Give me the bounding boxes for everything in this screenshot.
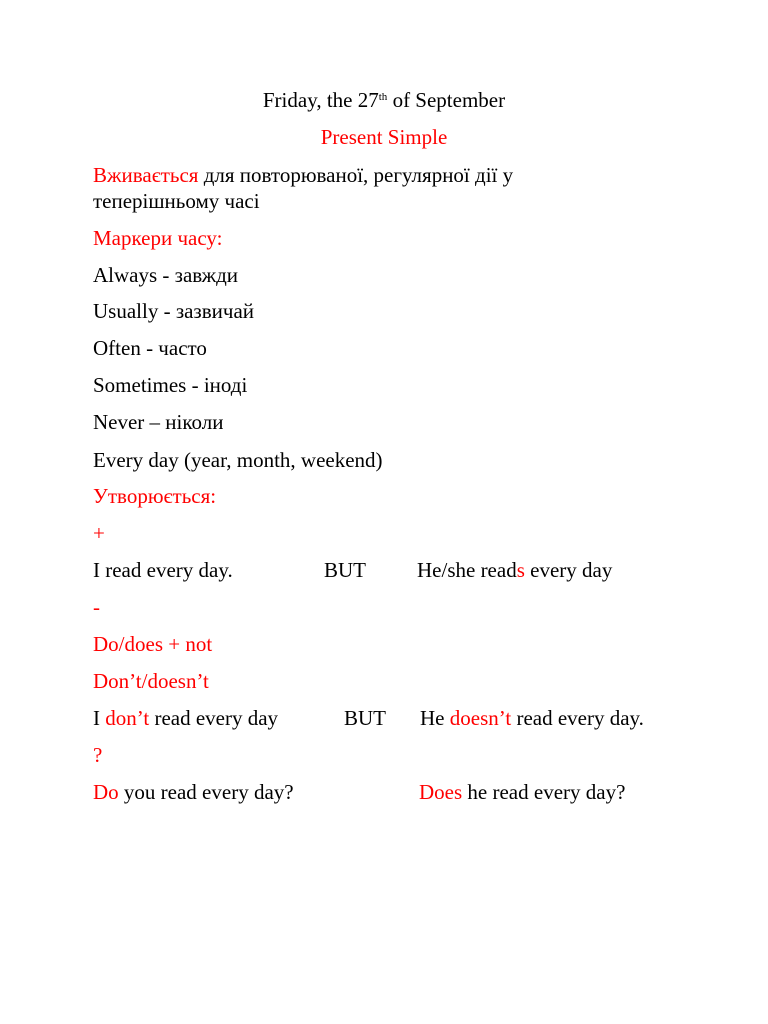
date-ordinal-suffix: th (378, 91, 388, 103)
markers-heading: Маркери часу: (93, 226, 223, 250)
negative-rule-2: Don’t/doesn’t (93, 669, 209, 693)
negative-dont: don’t (105, 706, 150, 730)
negative-example-1-subject: I (93, 706, 106, 730)
negative-example-1-rest: read every day (149, 706, 279, 730)
marker-usually: Usually - зазвичай (93, 299, 255, 323)
page-title: Present Simple (320, 125, 448, 149)
positive-example-2-rest: every day (524, 558, 613, 582)
negative-example-2-subject: He (420, 706, 450, 730)
positive-symbol: + (93, 521, 105, 545)
question-example-2-rest: he read every day? (462, 780, 626, 804)
marker-every-day: Every day (year, month, weekend) (93, 448, 383, 472)
negative-example-2-rest: read every day. (511, 706, 644, 730)
marker-often: Often - часто (93, 336, 207, 360)
question-do: Do (93, 780, 119, 804)
negative-example-2 (420, 705, 644, 731)
question-example-1 (93, 779, 294, 805)
marker-always: Always - завжди (93, 263, 239, 287)
date-text: Friday, the 27 (262, 88, 379, 112)
question-symbol: ? (93, 743, 103, 767)
negative-but: BUT (344, 706, 386, 730)
marker-sometimes: Sometimes - іноді (93, 373, 248, 397)
positive-but: BUT (324, 558, 366, 582)
positive-example-2 (417, 557, 612, 583)
marker-never: Never – ніколи (93, 410, 224, 434)
negative-example-1 (93, 705, 278, 731)
question-does: Does (419, 780, 463, 804)
usage-line-1 (93, 162, 513, 188)
usage-text: для повторюваної, регулярної дії у (198, 163, 514, 187)
negative-doesnt: doesn’t (449, 706, 512, 730)
question-example-2 (419, 779, 625, 805)
date-month: of September (387, 88, 506, 112)
negative-symbol: - (93, 595, 100, 619)
question-example-1-rest: you read every day? (118, 780, 294, 804)
negative-rule-1: Do/does + not (93, 632, 213, 656)
positive-example-1: I read every day. (93, 558, 233, 582)
positive-example-2-text: He/she read (417, 558, 517, 582)
date-line (0, 87, 768, 113)
usage-label: Вживається (93, 163, 199, 187)
usage-line-2: теперішньому часі (93, 189, 260, 213)
formation-heading: Утворюється: (93, 484, 217, 508)
positive-ending-s: s (516, 558, 525, 582)
